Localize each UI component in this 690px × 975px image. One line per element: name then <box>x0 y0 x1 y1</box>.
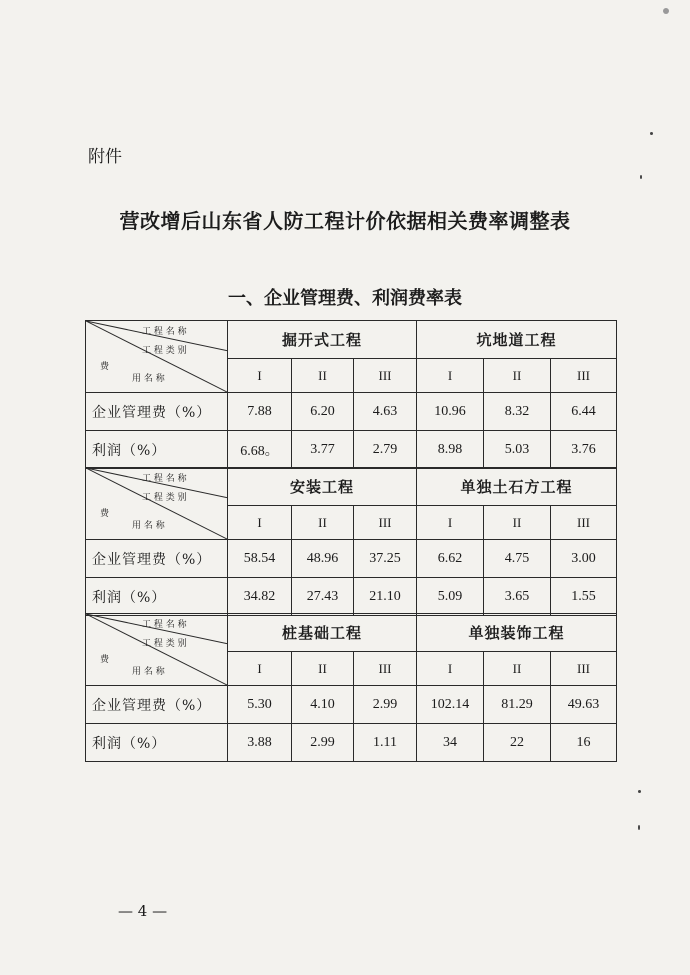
category-label: II <box>484 359 551 393</box>
table-row <box>86 578 617 616</box>
header-diag-middle: 工 程 类 别 <box>142 639 187 649</box>
table-row <box>86 393 617 431</box>
fee-rate-table <box>85 320 617 469</box>
rate-value: 10.96 <box>417 393 484 431</box>
rate-value: 8.98 <box>417 431 484 469</box>
table-header-row <box>86 468 617 506</box>
header-diag-left: 费 <box>100 362 110 372</box>
rate-value: 4.10 <box>292 686 354 724</box>
rate-value: 7.88 <box>228 393 292 431</box>
project-name-right: 单独装饰工程 <box>417 614 617 652</box>
category-label: III <box>354 652 417 686</box>
table-row <box>86 431 617 469</box>
row-label-mgmt: 企业管理费（%） <box>86 540 228 578</box>
table-row <box>86 540 617 578</box>
category-label: III <box>551 359 617 393</box>
fee-rate-table <box>85 467 617 616</box>
category-label: II <box>292 652 354 686</box>
category-label: III <box>354 359 417 393</box>
rate-value: 102.14 <box>417 686 484 724</box>
rate-value: 21.10 <box>354 578 417 616</box>
rate-value: 16 <box>551 724 617 762</box>
rate-value: 49.63 <box>551 686 617 724</box>
header-diag-left: 费 <box>100 655 110 665</box>
category-label: II <box>484 506 551 540</box>
rate-value: 4.75 <box>484 540 551 578</box>
row-label-profit: 利润（%） <box>86 578 228 616</box>
rate-value: 3.76 <box>551 431 617 469</box>
scan-speck <box>650 132 653 135</box>
rate-value: 3.77 <box>292 431 354 469</box>
header-diag-left: 费 <box>100 509 110 519</box>
header-diagonal-cell <box>86 614 228 686</box>
row-label-mgmt: 企业管理费（%） <box>86 393 228 431</box>
header-diag-top: 工 程 名 称 <box>142 474 187 484</box>
project-name-right: 单独土石方工程 <box>417 468 617 506</box>
header-diagonal-cell <box>86 468 228 540</box>
rate-value: 3.00 <box>551 540 617 578</box>
category-label: II <box>292 506 354 540</box>
rate-value: 6.44 <box>551 393 617 431</box>
rate-value: 5.30 <box>228 686 292 724</box>
table-header-row <box>86 614 617 652</box>
attachment-label: 附件 <box>88 147 122 167</box>
row-label-mgmt: 企业管理费（%） <box>86 686 228 724</box>
category-label: III <box>551 506 617 540</box>
page-number: — 4 — <box>118 902 168 920</box>
header-diagonal-cell <box>86 321 228 393</box>
rate-value: 6.68。 <box>228 431 292 469</box>
category-label: I <box>228 506 292 540</box>
rate-value: 2.99 <box>292 724 354 762</box>
rate-value: 5.03 <box>484 431 551 469</box>
section-title: 一、企业管理费、利润费率表 <box>228 288 462 309</box>
rate-value: 1.11 <box>354 724 417 762</box>
fee-rate-table <box>85 613 617 762</box>
header-diag-bottom: 用 名 称 <box>132 374 165 384</box>
category-label: III <box>551 652 617 686</box>
rate-value: 27.43 <box>292 578 354 616</box>
rate-value: 2.99 <box>354 686 417 724</box>
project-name-left: 掘开式工程 <box>228 321 417 359</box>
category-label: I <box>228 652 292 686</box>
rate-value: 1.55 <box>551 578 617 616</box>
rate-value: 34.82 <box>228 578 292 616</box>
table-row <box>86 724 617 762</box>
project-name-left: 安装工程 <box>228 468 417 506</box>
header-diag-bottom: 用 名 称 <box>132 521 165 531</box>
rate-value: 22 <box>484 724 551 762</box>
rate-value: 5.09 <box>417 578 484 616</box>
project-name-left: 桩基础工程 <box>228 614 417 652</box>
scan-speck <box>638 825 640 830</box>
category-label: I <box>228 359 292 393</box>
table-row <box>86 686 617 724</box>
row-label-profit: 利润（%） <box>86 724 228 762</box>
category-label: I <box>417 652 484 686</box>
table-header-row <box>86 321 617 359</box>
category-label: I <box>417 506 484 540</box>
scan-speck <box>663 8 669 14</box>
rate-value: 34 <box>417 724 484 762</box>
rate-value: 58.54 <box>228 540 292 578</box>
rate-value: 3.65 <box>484 578 551 616</box>
category-label: II <box>292 359 354 393</box>
row-label-profit: 利润（%） <box>86 431 228 469</box>
rate-value: 8.32 <box>484 393 551 431</box>
rate-value: 4.63 <box>354 393 417 431</box>
rate-value: 6.20 <box>292 393 354 431</box>
main-title: 营改增后山东省人防工程计价依据相关费率调整表 <box>119 209 571 233</box>
scan-speck <box>640 175 642 179</box>
rate-value: 48.96 <box>292 540 354 578</box>
rate-value: 6.62 <box>417 540 484 578</box>
header-diag-middle: 工 程 类 别 <box>142 493 187 503</box>
rate-value: 2.79 <box>354 431 417 469</box>
scan-speck <box>638 790 641 793</box>
rate-value: 37.25 <box>354 540 417 578</box>
header-diag-top: 工 程 名 称 <box>142 620 187 630</box>
category-label: II <box>484 652 551 686</box>
category-label: III <box>354 506 417 540</box>
header-diag-bottom: 用 名 称 <box>132 667 165 677</box>
project-name-right: 坑地道工程 <box>417 321 617 359</box>
category-label: I <box>417 359 484 393</box>
header-diag-middle: 工 程 类 别 <box>142 346 187 356</box>
header-diag-top: 工 程 名 称 <box>142 327 187 337</box>
rate-value: 81.29 <box>484 686 551 724</box>
rate-value: 3.88 <box>228 724 292 762</box>
